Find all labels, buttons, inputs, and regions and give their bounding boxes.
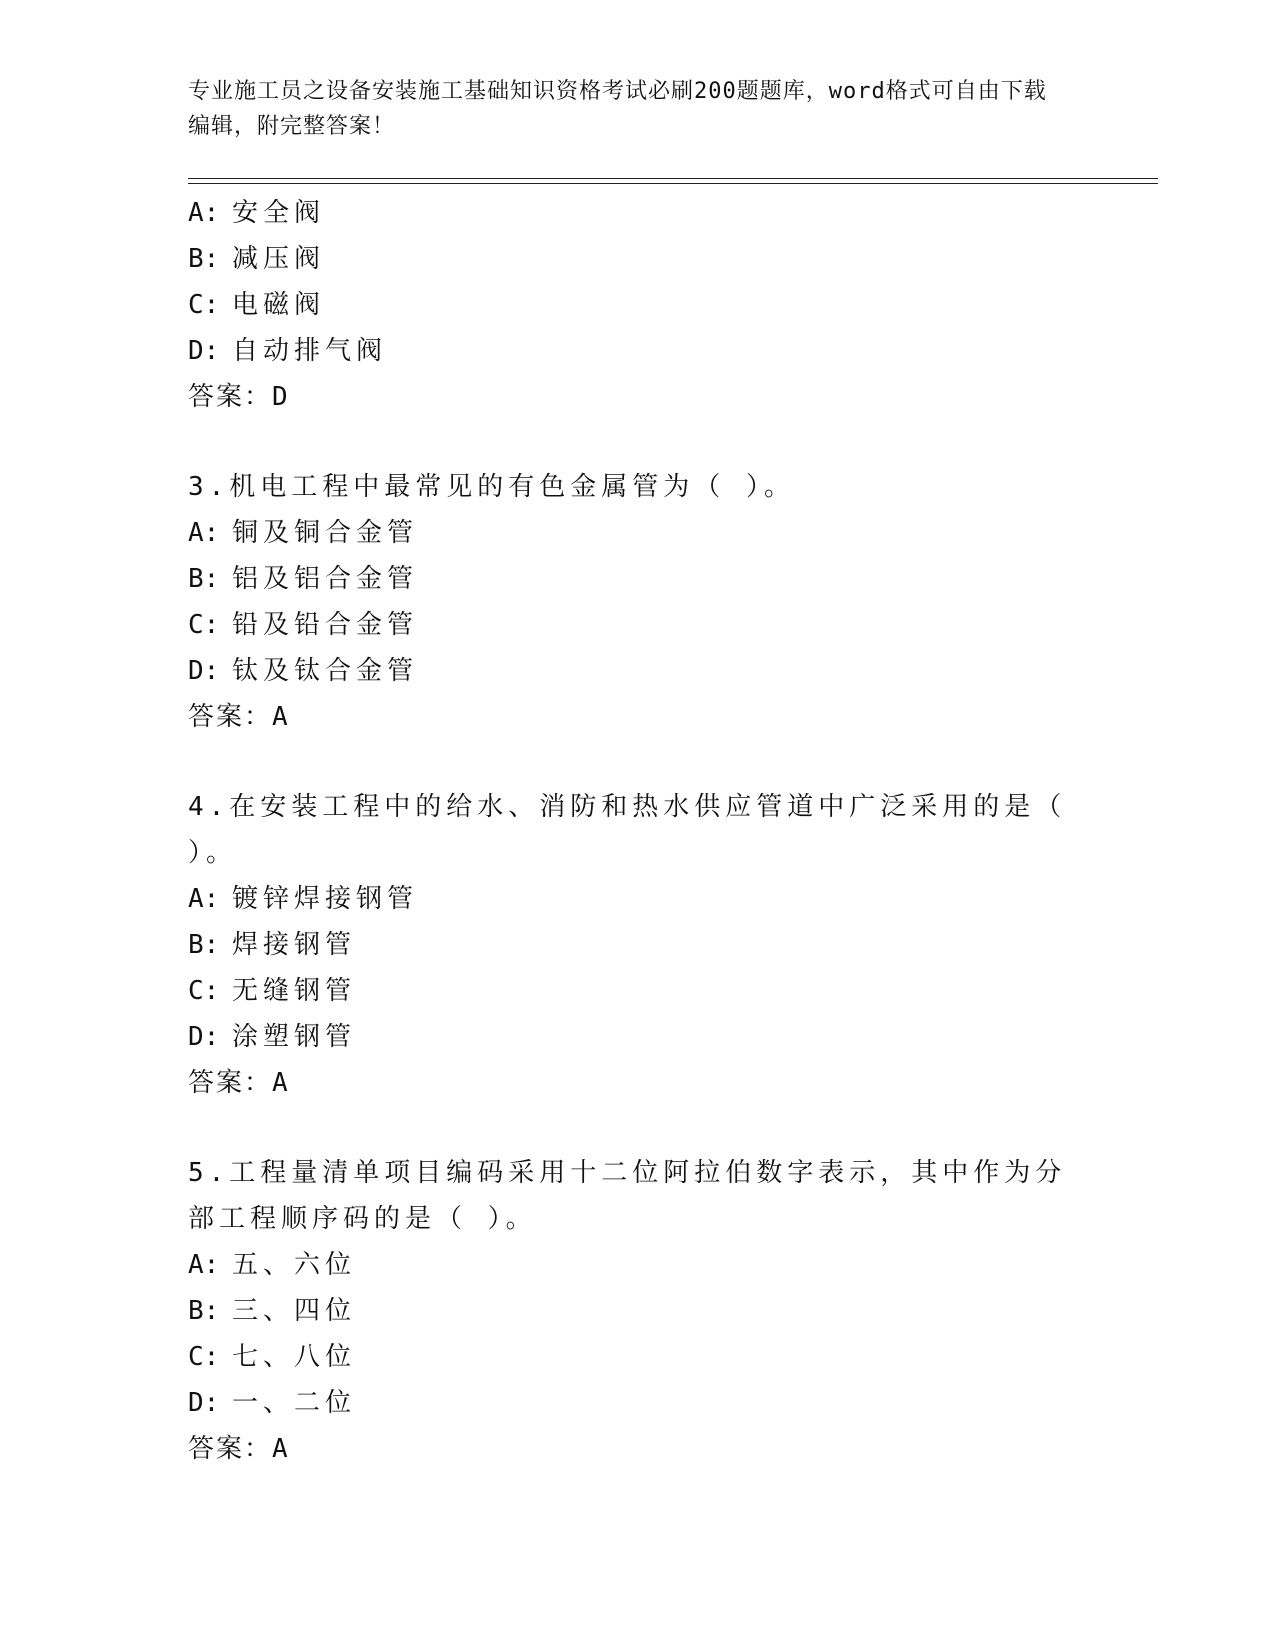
option-b <box>188 1288 1088 1334</box>
option-letter: B: <box>188 244 220 274</box>
option-letter: D: <box>188 1388 220 1418</box>
option-text: 五、六位 <box>232 1250 357 1280</box>
option-letter: A: <box>188 1250 220 1280</box>
question-list <box>188 190 1088 1472</box>
option-letter: C: <box>188 1342 220 1372</box>
option-b <box>188 922 1088 968</box>
option-letter: C: <box>188 976 220 1006</box>
option-letter: A: <box>188 884 220 914</box>
option-letter: A: <box>188 198 220 228</box>
option-letter: B: <box>188 564 220 594</box>
header-divider-bottom <box>188 183 1158 184</box>
question-block <box>188 190 1088 420</box>
option-b <box>188 556 1088 602</box>
option-text: 无缝钢管 <box>232 976 357 1006</box>
option-text: 一、二位 <box>232 1388 357 1418</box>
document-header: 专业施工员之设备安装施工基础知识资格考试必刷200题题库，word格式可自由下载编辑，附完整答案！ <box>188 79 1047 139</box>
option-c <box>188 1334 1088 1380</box>
option-text: 安全阀 <box>232 198 326 228</box>
answer-line: 答案：A <box>188 1434 290 1464</box>
option-text: 电磁阀 <box>232 290 326 320</box>
option-text: 减压阀 <box>232 244 326 274</box>
option-letter: D: <box>188 1022 220 1052</box>
question-block <box>188 784 1088 1106</box>
option-d <box>188 328 1088 374</box>
option-c <box>188 968 1088 1014</box>
option-letter: B: <box>188 1296 220 1326</box>
header-divider-top <box>188 178 1158 179</box>
option-text: 焊接钢管 <box>232 930 357 960</box>
option-text: 三、四位 <box>232 1296 357 1326</box>
option-text: 七、八位 <box>232 1342 357 1372</box>
answer-line: 答案：D <box>188 382 290 412</box>
option-text: 铅及铅合金管 <box>232 610 419 640</box>
option-letter: B: <box>188 930 220 960</box>
option-text: 钛及钛合金管 <box>232 656 419 686</box>
option-text: 自动排气阀 <box>232 336 388 366</box>
option-letter: C: <box>188 610 220 640</box>
option-text: 铜及铜合金管 <box>232 518 419 548</box>
option-a <box>188 190 1088 236</box>
option-a <box>188 510 1088 556</box>
option-a <box>188 1242 1088 1288</box>
option-d <box>188 1014 1088 1060</box>
question-text: 3.机电工程中最常见的有色金属管为（ ）。 <box>188 472 795 502</box>
option-d <box>188 648 1088 694</box>
option-letter: D: <box>188 656 220 686</box>
option-b <box>188 236 1088 282</box>
option-c <box>188 282 1088 328</box>
answer-line: 答案：A <box>188 1068 290 1098</box>
option-text: 涂塑钢管 <box>232 1022 357 1052</box>
option-letter: A: <box>188 518 220 548</box>
option-c <box>188 602 1088 648</box>
question-block <box>188 464 1088 740</box>
option-text: 铝及铝合金管 <box>232 564 419 594</box>
answer-line: 答案：A <box>188 702 290 732</box>
question-block <box>188 1150 1088 1472</box>
option-letter: D: <box>188 336 220 366</box>
option-a <box>188 876 1088 922</box>
option-text: 镀锌焊接钢管 <box>232 884 419 914</box>
option-d <box>188 1380 1088 1426</box>
question-text: 5.工程量清单项目编码采用十二位阿拉伯数字表示，其中作为分部工程顺序码的是（ ）。 <box>188 1158 1067 1234</box>
question-text: 4.在安装工程中的给水、消防和热水供应管道中广泛采用的是（ ）。 <box>188 792 1067 868</box>
option-letter: C: <box>188 290 220 320</box>
